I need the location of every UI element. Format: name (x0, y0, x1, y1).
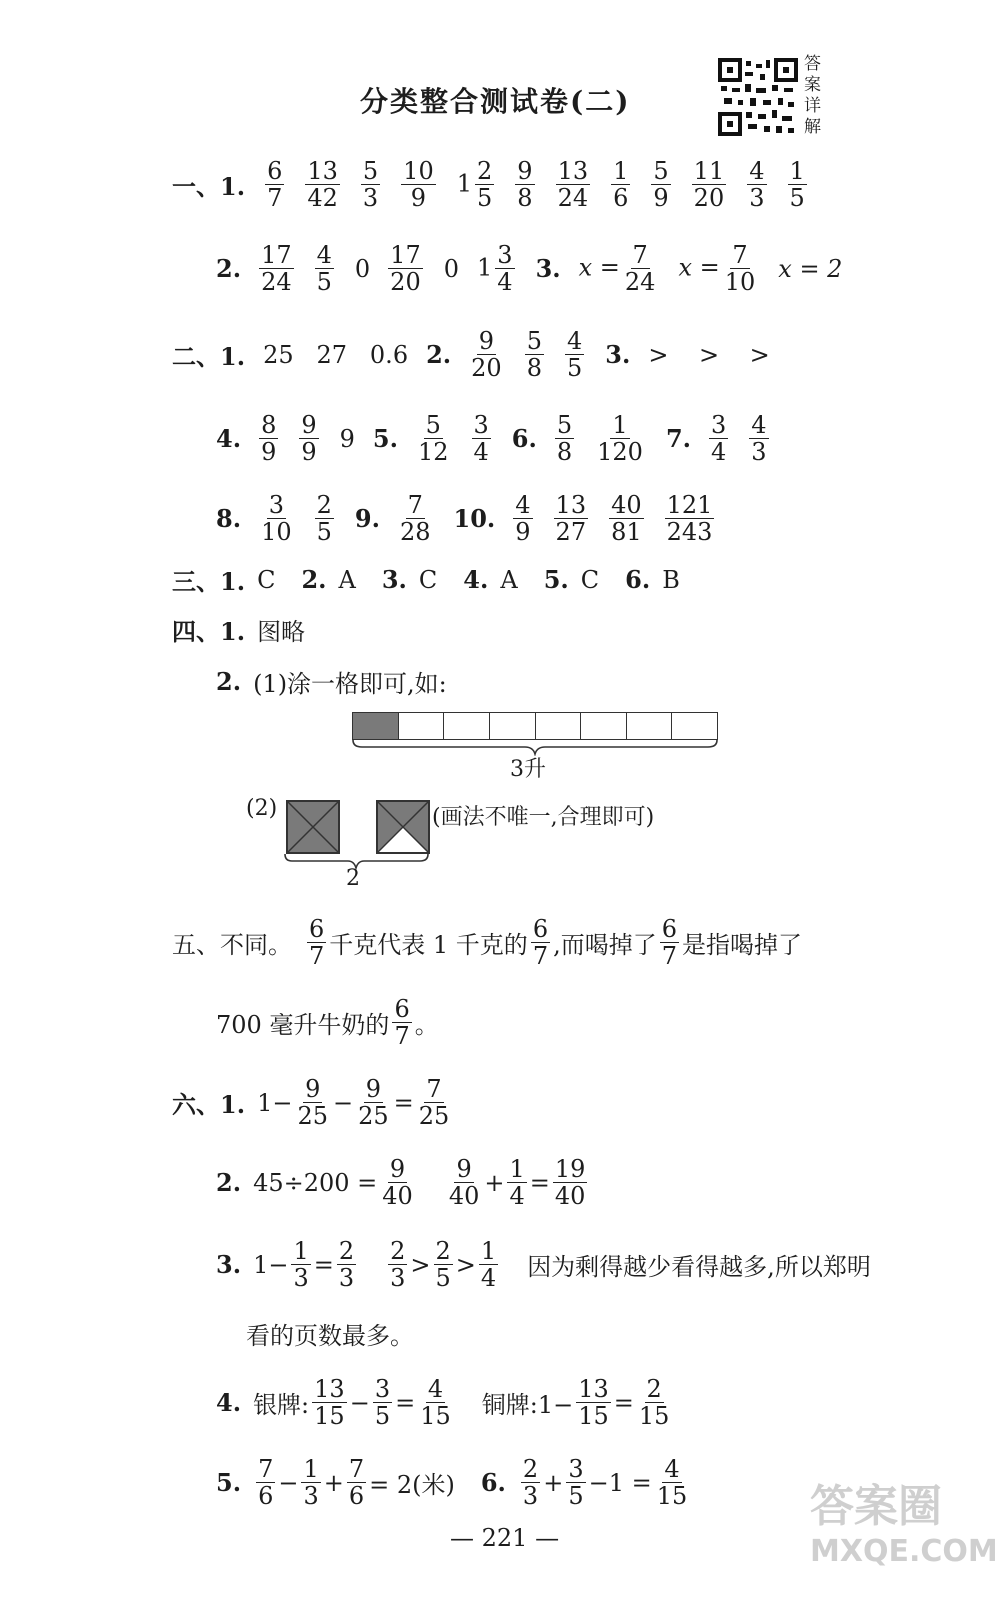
fraction: $\frac{2}{3}$ (390, 1237, 406, 1293)
fraction: $\frac{6}{7}$ (661, 915, 678, 971)
fraction: $\frac{4}{3}$ (749, 157, 765, 213)
fraction: $\frac{4}{15}$ (420, 1375, 451, 1431)
question-number: 五、不同。 (172, 931, 292, 960)
fraction: $\frac{2}{15}$ (638, 1375, 670, 1431)
bar-cell (398, 713, 444, 739)
question-number: 9. (354, 504, 380, 534)
answer-line-6-2: 2. 45÷200 = $\frac{9}{40}$ $\frac{9}{40}$ + $\frac{1}{4}$ = $\frac{19}{40}$ (216, 1155, 586, 1211)
fraction: $\frac{13}{27}$ (555, 491, 587, 547)
qr-label-char: 答 (804, 54, 821, 74)
answer-value: 9 (339, 424, 355, 453)
answer-line-2-1 (172, 328, 770, 382)
fraction: $\frac{3}{10}$ (261, 491, 292, 547)
answer-line-6-1: 六、1. 1− $\frac{9}{25}$ − $\frac{9}{25}$ = $\frac{7}{25}$ (172, 1075, 450, 1131)
answer-line-4-2 (216, 664, 447, 699)
fraction: $\frac{4}{3}$ (751, 411, 767, 467)
answer-line-5-cont: 700 毫升牛奶的 $\frac{6}{7}$ 。 (216, 995, 439, 1051)
fraction: $\frac{9}{25}$ (297, 1075, 328, 1131)
question-number: 二、1. (172, 342, 246, 372)
fraction: $\frac{1}{3}$ (303, 1455, 319, 1511)
fraction: $\frac{1}{120}$ (597, 411, 643, 467)
equation: x = $\frac{7}{10}$ (678, 241, 756, 297)
fraction: $\frac{5}{3}$ (362, 157, 379, 213)
question-number: 10. (453, 504, 496, 534)
question-number: 2. (216, 667, 242, 696)
question-number: 4. (216, 1388, 242, 1418)
equation: x = $\frac{7}{24}$ (578, 241, 656, 297)
answer-text: 是指喝掉了 (682, 931, 803, 960)
answer-line-2-4 (216, 412, 772, 466)
page-number: — 221 — (450, 1524, 560, 1552)
fraction: $\frac{4}{5}$ (316, 241, 332, 297)
qr-label (804, 54, 826, 138)
question-number: 2. (426, 340, 452, 370)
fraction: $\frac{3}{4}$ (473, 411, 489, 467)
fraction: $\frac{5}{9}$ (653, 157, 669, 213)
question-number: 三、1. (172, 567, 246, 596)
bar-cell (489, 713, 535, 739)
fraction: $\frac{7}{25}$ (418, 1075, 450, 1131)
answer-value: 25 27 0.6 (263, 340, 409, 369)
question-number: 6. (511, 424, 537, 454)
answer-line-6-4: 4. 银牌: $\frac{13}{15}$ − $\frac{3}{5}$ = $\frac{4}{15}$ 铜牌:1− $\frac{13}{15}$ = $\frac{2}{15}$ (216, 1375, 670, 1431)
fraction: $\frac{4}{9}$ (515, 491, 531, 547)
question-number: 3. (381, 565, 407, 594)
qr-code-icon[interactable] (718, 58, 798, 136)
answer-line-5 (172, 916, 802, 970)
question-number: 3. (605, 340, 631, 370)
fraction: $\frac{1}{5}$ (789, 157, 805, 213)
answer-value: 0 (354, 254, 371, 283)
question-number: 3. (535, 254, 561, 284)
fraction: $\frac{13}{15}$ (578, 1375, 609, 1431)
fraction: $\frac{2}{3}$ (338, 1237, 355, 1293)
fraction: $\frac{40}{81}$ (611, 491, 642, 547)
fraction: $\frac{7}{6}$ (348, 1455, 365, 1511)
fraction: $\frac{3}{5}$ (568, 1455, 584, 1511)
fraction: $\frac{13}{42}$ (307, 157, 338, 213)
answer-value: > > > (648, 340, 770, 369)
question-number: 5. (216, 1468, 242, 1498)
fraction: $\frac{6}{7}$ (309, 915, 325, 971)
answer-text: 千克代表 1 千克的 (329, 931, 528, 960)
answer-value: B (662, 565, 680, 594)
question-number: 6. (480, 1468, 506, 1498)
answer-text: ,而喝掉了 (553, 931, 657, 960)
fraction: $\frac{7}{28}$ (399, 491, 431, 547)
part-2-label: (2) (246, 796, 278, 821)
answer-value: C (257, 565, 276, 594)
fraction: $\frac{5}{12}$ (417, 411, 449, 467)
fraction: $\frac{10}{9}$ (403, 157, 434, 213)
question-number: 4. (216, 424, 242, 454)
mixed-number: 1 $\frac{3}{4}$ (477, 241, 513, 297)
qr-label-char: 解 (804, 117, 821, 137)
fraction: $\frac{9}{40}$ (382, 1155, 413, 1211)
fraction: $\frac{6}{7}$ (532, 915, 549, 971)
fraction: $\frac{11}{20}$ (693, 157, 725, 213)
bar-cell (535, 713, 581, 739)
fraction: $\frac{17}{24}$ (261, 241, 292, 297)
answer-text: 图略 (257, 618, 306, 646)
question-number: 3. (216, 1250, 242, 1280)
fraction: $\frac{9}{40}$ (448, 1155, 480, 1211)
answer-line-6-5: 5. $\frac{7}{6}$ − $\frac{1}{3}$ + $\frac{7}{6}$ = 2(米) 6. $\frac{2}{3}$ + $\frac{3}{5}$ −1 = $\frac{4}{15}$ (216, 1455, 688, 1511)
fraction: $\frac{8}{9}$ (261, 411, 277, 467)
fraction: $\frac{1}{4}$ (480, 1237, 497, 1293)
fraction: $\frac{3}{4}$ (711, 411, 727, 467)
answer-line-4-1 (172, 612, 305, 647)
answer-line-3 (172, 562, 680, 597)
answer-value: 0 (443, 254, 459, 283)
question-number: 2. (301, 565, 327, 594)
question-number: 2. (216, 254, 242, 284)
fraction: $\frac{121}{243}$ (666, 491, 713, 547)
answer-text: 因为剩得越少看得越多,所以郑明 (527, 1253, 871, 1282)
drawing-note: (画法不唯一,合理即可) (432, 805, 655, 830)
question-number: 四、1. (172, 617, 246, 646)
answer-line-6-3: 3. 1− $\frac{1}{3}$ = $\frac{2}{3}$ $\frac{2}{3}$ > $\frac{2}{5}$ > $\frac{1}{4}$ 因为剩得越少看得越多,所以郑明 (216, 1237, 871, 1293)
bar-cell (671, 713, 717, 739)
mixed-number: 1 $\frac{2}{5}$ (456, 157, 493, 213)
fraction: $\frac{2}{3}$ (522, 1455, 539, 1511)
fraction: $\frac{2}{5}$ (316, 491, 332, 547)
fraction: $\frac{17}{20}$ (390, 241, 421, 297)
square-count-label: 2 (346, 866, 360, 891)
fraction: $\frac{5}{8}$ (556, 411, 573, 467)
equation: x = 2 (778, 254, 843, 283)
fraction: $\frac{3}{5}$ (374, 1375, 391, 1431)
fraction: $\frac{1}{3}$ (293, 1237, 309, 1293)
answer-text: 700 毫升牛奶的 (216, 1011, 390, 1040)
liquid-bar-diagram (352, 712, 718, 740)
question-number: 5. (543, 565, 569, 594)
answer-text: (1)涂一格即可,如: (253, 670, 447, 698)
fraction: $\frac{9}{8}$ (517, 157, 533, 213)
answer-line-6-3-cont (246, 1316, 414, 1351)
page-title: 分类整合测试卷(二) (360, 85, 631, 118)
shaded-square-three-quarters (376, 800, 430, 854)
fraction: $\frac{19}{40}$ (554, 1155, 586, 1211)
fraction: $\frac{13}{24}$ (557, 157, 589, 213)
answer-value: A (500, 565, 518, 594)
answer-value: A (338, 565, 356, 594)
fraction: $\frac{5}{8}$ (526, 327, 542, 383)
answer-value: C (418, 565, 438, 594)
fraction: $\frac{2}{5}$ (435, 1237, 451, 1293)
fraction: $\frac{1}{6}$ (613, 157, 629, 213)
bar-cell (580, 713, 626, 739)
question-number: 2. (216, 1168, 242, 1198)
shaded-square-full (286, 800, 340, 854)
answer-text: 看的页数最多。 (246, 1322, 414, 1350)
fraction: $\frac{13}{15}$ (314, 1375, 345, 1431)
fraction: $\frac{9}{9}$ (301, 411, 317, 467)
question-number: 8. (216, 504, 242, 534)
question-number: 6. (625, 565, 651, 594)
question-number: 六、1. (172, 1090, 246, 1120)
fraction: $\frac{4}{5}$ (566, 327, 583, 383)
fraction: $\frac{6}{7}$ (267, 157, 283, 213)
watermark-logo: 答案圈 MXQE.COM (810, 1481, 998, 1569)
bar-cell (626, 713, 672, 739)
qr-label-char: 详 (804, 96, 821, 116)
fraction: $\frac{9}{20}$ (471, 327, 502, 383)
bar-label: 3升 (510, 757, 546, 782)
qr-label-char: 案 (804, 75, 821, 95)
question-number: 4. (463, 565, 489, 594)
fraction: $\frac{9}{25}$ (358, 1075, 389, 1131)
fraction: $\frac{4}{15}$ (656, 1455, 688, 1511)
answer-line-1-2 (216, 242, 842, 296)
fraction: $\frac{7}{6}$ (258, 1455, 274, 1511)
fraction: $\frac{6}{7}$ (394, 995, 410, 1051)
bar-cell-shaded (353, 713, 398, 739)
answer-line-2-8 (216, 492, 717, 546)
question-number: 7. (665, 424, 692, 454)
answer-line-1-1 (172, 158, 810, 212)
bar-cell (443, 713, 489, 739)
question-number: 5. (372, 424, 398, 454)
fraction: $\frac{1}{4}$ (509, 1155, 525, 1211)
question-number: 一、1. (172, 172, 246, 202)
answer-value: C (580, 565, 600, 594)
